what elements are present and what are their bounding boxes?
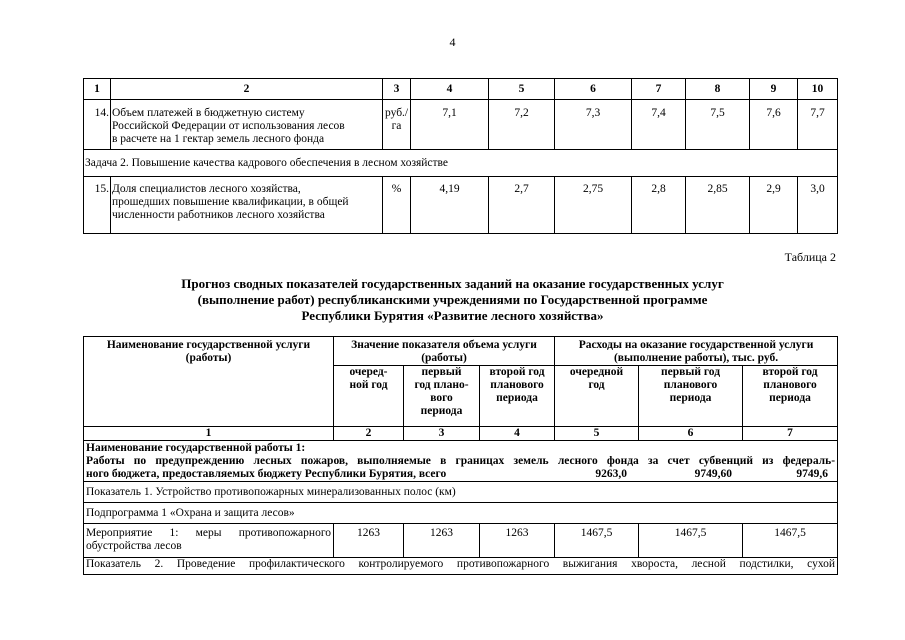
work-name-cell [84,441,838,482]
value-cell: 7,7 [798,100,838,150]
title-line: (выполнение работ) республиканскими учреждениями по Государственной программе [197,292,708,307]
text-line: очередной [569,366,624,378]
measure-value: 1467,5 [555,524,639,558]
text-line: планового [763,379,817,391]
text-line: первый год [661,366,721,378]
indicator-name [111,100,383,150]
value-cell: 7,1 [411,100,489,150]
measure-name [84,524,334,558]
indicator-row [84,482,838,503]
text-line: ной год [349,379,388,391]
row-number: 15. [84,177,111,234]
measure-value: 1263 [334,524,404,558]
row-number: 14. [84,100,111,150]
column-number-row [84,427,838,441]
table-title [0,276,905,324]
text-line: второй год [762,366,818,378]
value-cell: 7,2 [489,100,555,150]
value-cell: 2,7 [489,177,555,234]
text-line: периода [420,405,463,417]
value-cell: 3,0 [798,177,838,234]
value-cell: 7,6 [750,100,798,150]
work-description-line: Работы по предупреждению лесных пожаров, выполняемые в границах земель лесного фонда за счет субвенций из федераль- [86,455,836,467]
value-cell: 4,19 [411,177,489,234]
text-line: второй год [489,366,545,378]
column-number: 5 [555,427,639,441]
value-cell: 2,8 [632,177,686,234]
service-name-header [84,337,334,427]
value-cell: 2,75 [555,177,632,234]
cost-group-header [555,337,838,366]
cost-subheader [555,366,639,427]
work-total-value: 9263,0 [595,468,627,480]
column-number: 6 [639,427,743,441]
column-number: 2 [334,427,404,441]
measure-value: 1467,5 [639,524,743,558]
text-line: периода [769,392,811,404]
value-cell: 2,9 [750,177,798,234]
value-cell: 2,85 [686,177,750,234]
text-line: Значение показателя объема услуги [351,339,537,351]
indicator-name [111,177,383,234]
text-line: периода [669,392,712,404]
title-line: Прогноз сводных показателей государственных заданий на оказание государственных услуг [181,276,724,291]
table1-header-cell: 9 [750,79,798,100]
table1-header-cell: 6 [555,79,632,100]
table1-header-cell: 1 [84,79,111,100]
text-line: вого [430,392,453,404]
table1-header-row [84,79,838,100]
task-row [84,150,838,177]
measure-value: 1263 [404,524,480,558]
table-row [84,100,838,150]
page-number: 4 [449,35,456,49]
text-line: Российской Федерации от использования лесов [112,120,345,132]
column-number: 1 [84,427,334,441]
text-line: планового [490,379,544,391]
value-cell: 7,5 [686,100,750,150]
subprogram-title: Подпрограмма 1 «Охрана и защита лесов» [84,503,838,524]
volume-subheader [404,366,480,427]
cost-subheader [639,366,743,427]
table-row [84,177,838,234]
table1-header-cell: 7 [632,79,686,100]
text-line: первый [421,366,462,378]
measure-value: 1467,5 [743,524,838,558]
text-line: Наименование государственной услуги [106,339,311,351]
text-line: га [391,120,402,132]
text-line: периода [496,392,538,404]
forecast-table [83,336,838,575]
work-row [84,441,838,482]
unit-cell [383,100,411,150]
volume-group-header [334,337,555,366]
text-line: год плано- [414,379,469,391]
text-line: руб./ [385,107,409,119]
title-line: Республики Бурятия «Развитие лесного хозяйства» [301,308,604,323]
value-cell: 7,3 [555,100,632,150]
text-line: (работы) [185,352,232,364]
volume-subheader [480,366,555,427]
cost-subheader [743,366,838,427]
text-line: год [588,379,605,391]
text-line: Объем платежей в бюджетную систему [112,107,305,119]
text-line: численности работников лесного хозяйства [112,209,325,221]
work-description-line: ного бюджета, предоставляемых бюджету Республики Бурятия, всего [86,468,447,480]
task-title: Задача 2. Повышение качества кадрового обеспечения в лесном хозяйстве [84,150,838,177]
text-line: прошедших повышение квалификации, в общей [112,196,349,208]
table1-header-cell: 5 [489,79,555,100]
volume-subheader [334,366,404,427]
text-line: очеред- [349,366,388,378]
unit-cell: % [383,177,411,234]
table1-header-cell: 10 [798,79,838,100]
indicator-row [84,558,838,575]
subprogram-row [84,503,838,524]
indicator-title: Показатель 1. Устройство противопожарных минерализованных полос (км) [84,482,838,503]
indicators-table [83,78,838,234]
measure-row [84,524,838,558]
text-line: планового [663,379,718,391]
column-number: 7 [743,427,838,441]
work-totals-line [86,468,836,481]
text-line: (выполнение работы), тыс. руб. [613,352,779,364]
text-line: в расчете на 1 гектар земель лесного фонда [112,133,325,145]
value-cell: 7,4 [632,100,686,150]
column-number: 4 [480,427,555,441]
text-line: Мероприятие 1: меры противопожарного [86,527,331,539]
table1-header-cell: 2 [111,79,383,100]
work-total-value: 9749,6 [796,468,828,480]
text-line: Расходы на оказание государственной услуги [578,339,814,351]
text-line: Доля специалистов лесного хозяйства, [112,183,301,195]
table1-header-cell: 3 [383,79,411,100]
column-number: 3 [404,427,480,441]
work-title: Наименование государственной работы 1: [86,442,306,454]
indicator-title: Показатель 2. Проведение профилактического контролируемого противопожарного выжигания хвороста, лесной подстилки, сухой [84,558,838,575]
table2-header-row [84,337,838,366]
text-line: обустройства лесов [86,540,182,552]
measure-value: 1263 [480,524,555,558]
work-totals-row [86,468,836,481]
table1-header-cell: 4 [411,79,489,100]
table-label: Таблица 2 [784,250,836,264]
work-total-value: 9749,60 [694,468,732,480]
table1-header-cell: 8 [686,79,750,100]
text-line: (работы) [421,352,467,364]
